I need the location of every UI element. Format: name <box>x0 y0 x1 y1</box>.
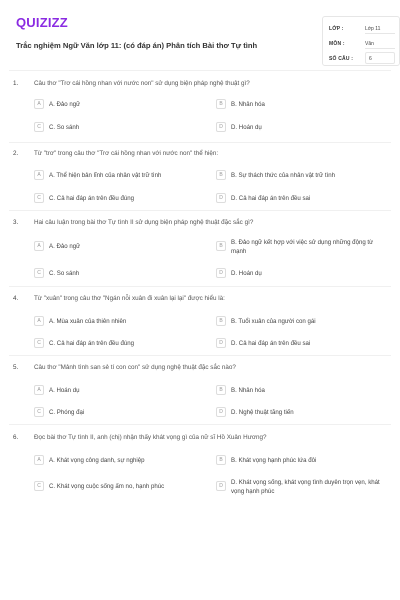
option-text: C. Phóng đại <box>49 409 85 416</box>
question-number: 1. <box>13 80 19 87</box>
option-text: A. Đảo ngữ <box>49 243 81 250</box>
meta-box <box>322 16 400 66</box>
option-letter: A <box>34 170 44 180</box>
option-text: D. Hoán dụ <box>231 270 262 277</box>
option-text: B. Khát vọng hạnh phúc lứa đôi <box>231 457 317 464</box>
option-text: A. Mùa xuân của thiên nhiên <box>49 318 127 325</box>
meta-row-subject <box>329 37 397 50</box>
question-number: 4. <box>13 295 19 302</box>
option-letter: B <box>216 99 226 109</box>
option-letter: C <box>34 407 44 417</box>
option-text: D. Hoán dụ <box>231 124 262 131</box>
option-letter: C <box>34 338 44 348</box>
question-number: 6. <box>13 434 19 441</box>
question-number: 2. <box>13 150 19 157</box>
option-letter: C <box>34 268 44 278</box>
option-text: C. So sánh <box>49 124 80 131</box>
meta-value: Lớp 11 <box>365 22 395 34</box>
option-letter: B <box>216 385 226 395</box>
option-text: D. Cả hai đáp án trên đều sai <box>231 340 311 347</box>
question-text: Đọc bài thơ Tự tình II, anh (chị) nhận thấy khát vọng gì của nữ sĩ Hồ Xuân Hương? <box>34 434 267 441</box>
option-text: B. Đảo ngữ kết hợp với việc sử dụng những động từ mạnh <box>231 239 374 255</box>
meta-label: LỚP : <box>329 26 344 32</box>
quizizz-logo: QUIZIZZ <box>16 15 68 30</box>
question-text: Câu thơ "Mảnh tình san sẻ tí con con" sử dụng nghệ thuật đặc sắc nào? <box>34 364 236 371</box>
question-divider <box>9 424 391 425</box>
option-text: C. Cả hai đáp án trên đều đúng <box>49 340 135 347</box>
option-letter: C <box>34 481 44 491</box>
question-text: Câu thơ "Trơ cái hồng nhan với nước non" sử dụng biện pháp nghệ thuật gì? <box>34 80 250 87</box>
option-text: C. Khát vọng cuộc sống ấm no, hạnh phúc <box>49 483 165 490</box>
option-letter: A <box>34 455 44 465</box>
question-number: 3. <box>13 219 19 226</box>
option-letter: B <box>216 455 226 465</box>
option-text: C. So sánh <box>49 270 80 277</box>
option-text: B. Tuổi xuân của người con gái <box>231 318 316 325</box>
meta-label: MÔN : <box>329 41 345 47</box>
option-text: B. Sự thách thức của nhân vật trữ tình <box>231 172 336 179</box>
header-divider <box>9 70 391 71</box>
option-letter: B <box>216 316 226 326</box>
option-letter: A <box>34 241 44 251</box>
option-letter: A <box>34 316 44 326</box>
option-text: A. Đảo ngữ <box>49 101 81 108</box>
option-text: C. Cả hai đáp án trên đều đúng <box>49 195 135 202</box>
question-number: 5. <box>13 364 19 371</box>
meta-row-count <box>329 52 397 65</box>
meta-value: Văn <box>365 37 395 49</box>
question-divider <box>9 355 391 356</box>
option-letter: D <box>216 122 226 132</box>
option-text: D. Nghệ thuật tăng tiến <box>231 409 294 416</box>
option-letter: B <box>216 170 226 180</box>
question-text: Từ "trơ" trong câu thơ "Trơ cái hồng nhan với nước non" thể hiện: <box>34 150 219 157</box>
option-letter: C <box>34 122 44 132</box>
meta-label: SỐ CÂU : <box>329 56 354 62</box>
question-text: Từ "xuân" trong câu thơ "Ngán nỗi xuân đi xuân lại lại" được hiểu là: <box>34 295 225 302</box>
worksheet-title: Trắc nghiệm Ngữ Văn lớp 11: (có đáp án) Phân tích Bài thơ Tự tình <box>16 41 258 50</box>
meta-value: 6 <box>365 52 395 64</box>
option-text: A. Thể hiện bản lĩnh của nhân vật trữ tình <box>49 172 162 179</box>
option-text: B. Nhân hóa <box>231 387 265 394</box>
option-text: B. Nhân hóa <box>231 101 265 108</box>
question-divider <box>9 142 391 143</box>
option-letter: D <box>216 481 226 491</box>
option-letter: D <box>216 268 226 278</box>
question-divider <box>9 286 391 287</box>
question-divider <box>9 210 391 211</box>
option-letter: B <box>216 241 226 251</box>
option-letter: A <box>34 385 44 395</box>
option-letter: A <box>34 99 44 109</box>
option-letter: D <box>216 338 226 348</box>
worksheet-header <box>10 10 390 66</box>
option-text: D. Khát vọng sống, khát vọng tình duyên trọn vẹn, khát vọng hạnh phúc <box>231 479 380 495</box>
option-text: A. Hoán dụ <box>49 387 80 394</box>
option-letter: D <box>216 193 226 203</box>
option-text: A. Khát vọng công danh, sự nghiệp <box>49 457 145 464</box>
question-text: Hai câu luận trong bài thơ Tự tình II sử dụng biện pháp nghệ thuật đặc sắc gì? <box>34 219 254 226</box>
option-letter: D <box>216 407 226 417</box>
option-text: D. Cả hai đáp án trên đều sai <box>231 195 311 202</box>
option-letter: C <box>34 193 44 203</box>
meta-row-class <box>329 22 397 35</box>
